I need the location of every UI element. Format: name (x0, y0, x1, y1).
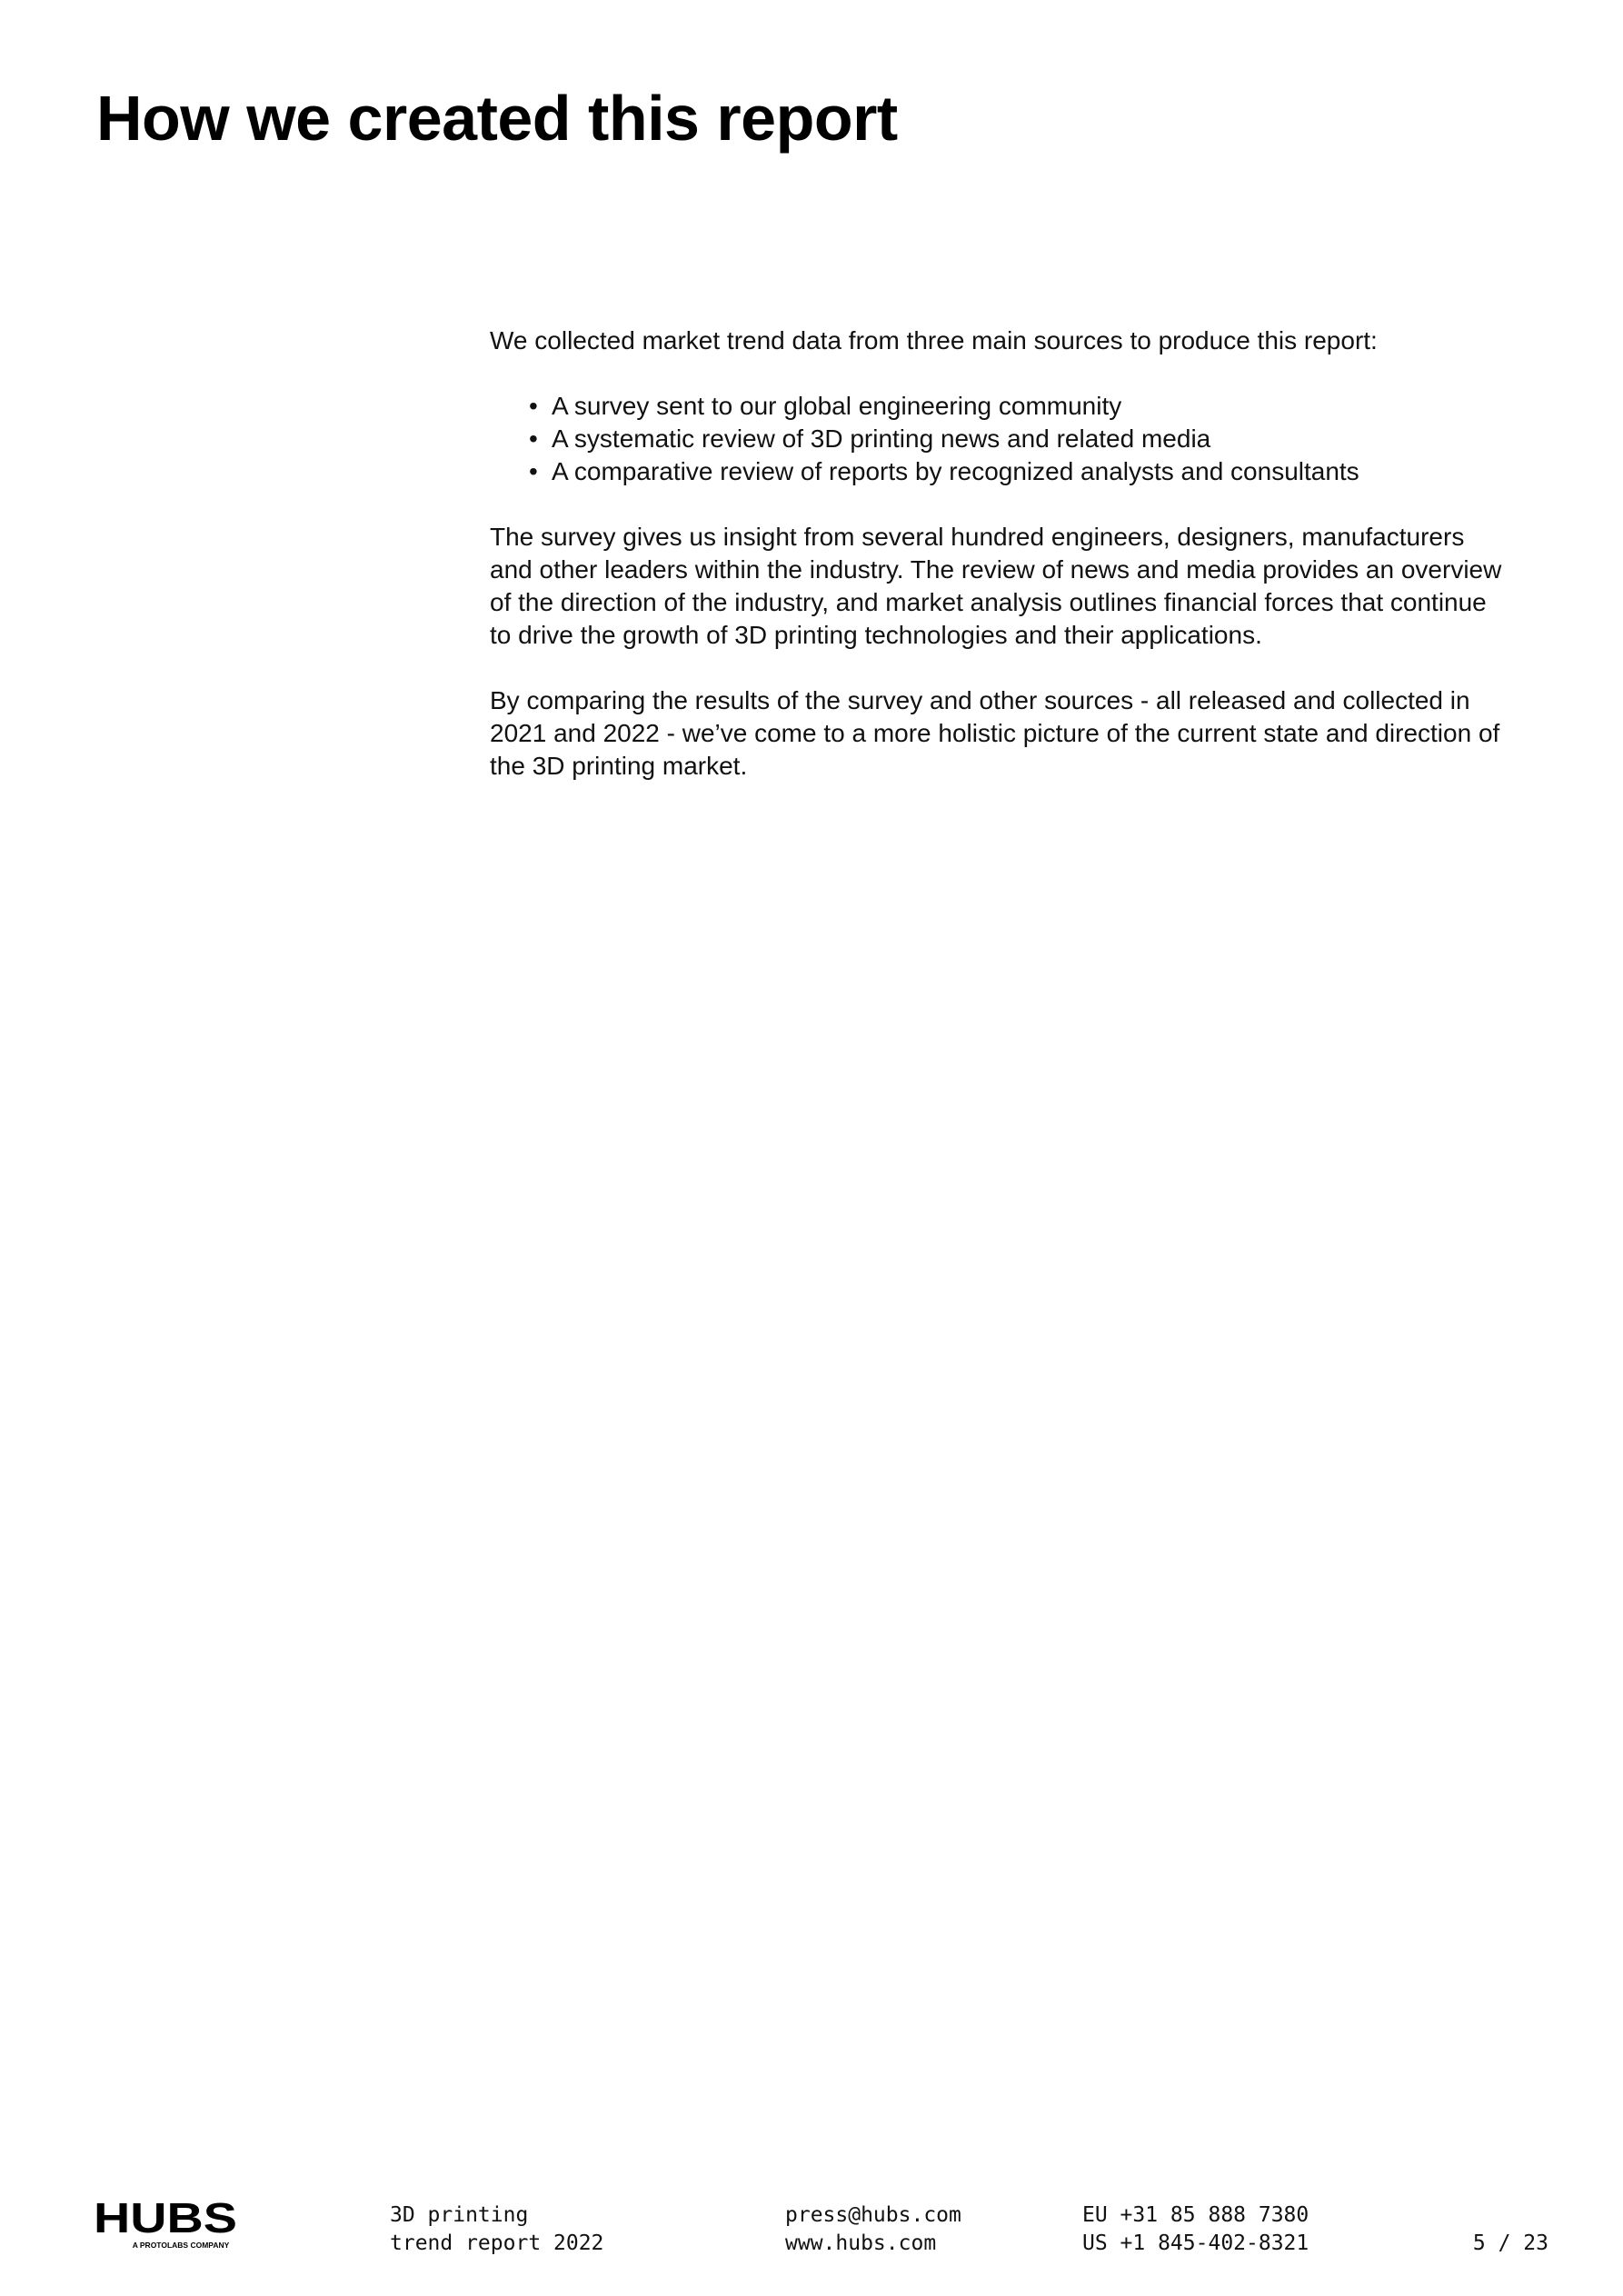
hubs-logo (93, 2198, 238, 2251)
bullet-icon: • (529, 424, 538, 453)
website-link[interactable]: www.hubs.com (785, 2231, 937, 2255)
press-email-link[interactable]: press@hubs.com (785, 2203, 961, 2227)
survey-paragraph: The survey gives us insight from several hundred engineers, designers, manufacturers and other leaders within the industry. The review of news and media provides an overview of the direction of the industry, and market analysis outlines financial forces that continue to drive the growth of 3D printing technologies and their applications. (490, 523, 1502, 649)
logo-wordmark: HUBS (94, 2198, 237, 2241)
intro-paragraph: We collected market trend data from three main sources to produce this report: (490, 326, 1378, 354)
bullet-icon: • (529, 457, 538, 485)
footer-contact (785, 2201, 961, 2258)
source-news-review: A systematic review of 3D printing news and related media (552, 424, 1211, 453)
bullet-icon: • (529, 392, 538, 420)
sources-list (490, 390, 1508, 488)
logo-tagline: A PROTOLABS COMPANY (132, 2241, 230, 2250)
report-name-line2: trend report 2022 (390, 2231, 604, 2255)
report-name-line1: 3D printing (390, 2203, 529, 2227)
report-method-section (490, 324, 1508, 815)
list-item (529, 455, 1508, 488)
list-item (529, 423, 1508, 455)
phone-us: US +1 845-402-8321 (1082, 2231, 1309, 2255)
page-number: 5 / 23 (1472, 2231, 1548, 2255)
footer-phones (1082, 2201, 1309, 2258)
comparison-paragraph: By comparing the results of the survey and other sources - all released and collected in 2021 and 2022 - we’ve come to a more holistic picture of the current state and direction of the 3D printing market. (490, 686, 1500, 780)
footer-report-name (390, 2201, 603, 2258)
source-survey: A survey sent to our global engineering community (552, 392, 1122, 420)
list-item (529, 390, 1508, 423)
source-analyst-review: A comparative review of reports by recognized analysts and consultants (552, 457, 1359, 485)
phone-eu: EU +31 85 888 7380 (1082, 2203, 1309, 2227)
page-title: How we created this report (96, 83, 898, 154)
